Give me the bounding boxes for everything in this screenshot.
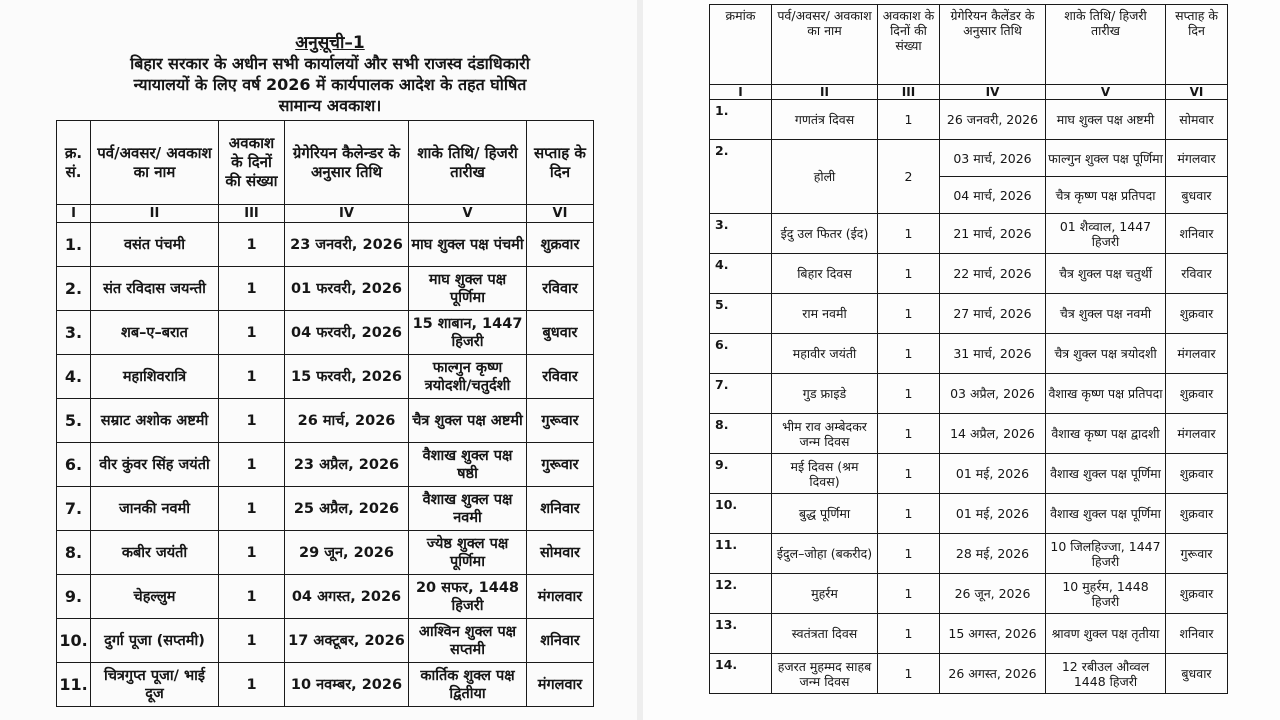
gregorian-date-cell: 15 फरवरी, 2026 <box>285 355 409 399</box>
gregorian-date-cell: 15 अगस्त, 2026 <box>940 614 1046 654</box>
roman-numeral-cell: IV <box>285 205 409 223</box>
gregorian-date-cell: 26 अगस्त, 2026 <box>940 654 1046 694</box>
holiday-name-cell: बिहार दिवस <box>772 254 878 294</box>
holiday-name-cell: कबीर जयंती <box>91 531 219 575</box>
serial-number-cell: 11. <box>57 663 91 707</box>
shake-hijri-date-cell: फाल्गुन कृष्ण त्रयोदशी/चतुर्दशी <box>409 355 527 399</box>
table-row <box>710 140 1228 177</box>
table-row <box>57 619 594 663</box>
gregorian-date-cell: 22 मार्च, 2026 <box>940 254 1046 294</box>
holiday-days-cell: 1 <box>878 654 940 694</box>
heading-line: बिहार सरकार के अधीन सभी कार्यालयों और सभी राजस्व दंडाधिकारी <box>130 54 530 73</box>
weekday-cell: मंगलवार <box>1166 334 1228 374</box>
table-row <box>710 654 1228 694</box>
holiday-name-cell: होली <box>772 140 878 214</box>
holiday-days-cell: 1 <box>219 223 285 267</box>
weekday-cell: गुरूवार <box>1166 534 1228 574</box>
shake-hijri-date-cell: 12 रबीउल औव्वल 1448 हिजरी <box>1046 654 1166 694</box>
holiday-name-cell: चेहल्लुम <box>91 575 219 619</box>
serial-number-cell: 8. <box>710 414 772 454</box>
gregorian-date-cell: 21 मार्च, 2026 <box>940 214 1046 254</box>
holiday-days-cell: 1 <box>219 355 285 399</box>
header-cell: सप्ताह के दिन <box>527 121 594 205</box>
gregorian-date-cell: 31 मार्च, 2026 <box>940 334 1046 374</box>
roman-numeral-cell: II <box>91 205 219 223</box>
header-cell: अवकाश के दिनों की संख्या <box>219 121 285 205</box>
serial-number-cell: 10. <box>710 494 772 534</box>
holiday-days-cell: 1 <box>878 414 940 454</box>
weekday-cell: मंगलवार <box>1166 140 1228 177</box>
table-row <box>710 534 1228 574</box>
gregorian-date-cell: 04 अगस्त, 2026 <box>285 575 409 619</box>
holiday-days-cell: 1 <box>219 663 285 707</box>
table-row <box>710 100 1228 140</box>
weekday-cell: शुक्रवार <box>527 223 594 267</box>
serial-number-cell: 5. <box>710 294 772 334</box>
holiday-name-cell: स्वतंत्रता दिवस <box>772 614 878 654</box>
shake-hijri-date-cell: 10 जिलहिज्जा, 1447 हिजरी <box>1046 534 1166 574</box>
table-row <box>57 223 594 267</box>
holiday-name-cell: सम्राट अशोक अष्टमी <box>91 399 219 443</box>
weekday-cell: मंगलवार <box>527 575 594 619</box>
holiday-name-cell: ईदु उल फितर (ईद) <box>772 214 878 254</box>
table-row <box>57 443 594 487</box>
shake-hijri-date-cell: चैत्र शुक्ल पक्ष त्रयोदशी <box>1046 334 1166 374</box>
holiday-name-cell: दुर्गा पूजा (सप्तमी) <box>91 619 219 663</box>
weekday-cell: मंगलवार <box>527 663 594 707</box>
holiday-days-cell: 1 <box>219 619 285 663</box>
holiday-name-cell: शब–ए–बरात <box>91 311 219 355</box>
serial-number-cell: 3. <box>57 311 91 355</box>
serial-number-cell: 10. <box>57 619 91 663</box>
table-row <box>57 355 594 399</box>
header-cell: पर्व/अवसर/ अवकाश का नाम <box>91 121 219 205</box>
shake-hijri-date-cell: वैशाख शुक्ल पक्ष नवमी <box>409 487 527 531</box>
table-row <box>57 399 594 443</box>
serial-number-cell: 6. <box>710 334 772 374</box>
shake-hijri-date-cell: वैशाख कृष्ण पक्ष द्वादशी <box>1046 414 1166 454</box>
holiday-name-cell: मई दिवस (श्रम दिवस) <box>772 454 878 494</box>
holiday-days-cell: 1 <box>878 374 940 414</box>
weekday-cell: बुधवार <box>1166 654 1228 694</box>
holiday-days-cell: 1 <box>878 454 940 494</box>
roman-numeral-cell: I <box>710 85 772 100</box>
table-row <box>710 574 1228 614</box>
gregorian-date-cell: 04 फरवरी, 2026 <box>285 311 409 355</box>
holiday-days-cell: 1 <box>878 334 940 374</box>
weekday-cell: सोमवार <box>527 531 594 575</box>
holiday-name-cell: जानकी नवमी <box>91 487 219 531</box>
roman-numeral-cell: VI <box>527 205 594 223</box>
shake-hijri-date-cell: 15 शाबान, 1447 हिजरी <box>409 311 527 355</box>
table-row <box>57 311 594 355</box>
table-row <box>710 254 1228 294</box>
holiday-days-cell: 1 <box>219 267 285 311</box>
table-row <box>710 374 1228 414</box>
shake-hijri-date-cell: ज्येष्ठ शुक्ल पक्ष पूर्णिमा <box>409 531 527 575</box>
roman-numeral-cell: V <box>1046 85 1166 100</box>
gregorian-date-cell: 17 अक्टूबर, 2026 <box>285 619 409 663</box>
table-row <box>710 454 1228 494</box>
serial-number-cell: 11. <box>710 534 772 574</box>
serial-number-cell: 4. <box>710 254 772 294</box>
shake-hijri-date-cell: चैत्र कृष्ण पक्ष प्रतिपदा <box>1046 177 1166 214</box>
table-row <box>57 487 594 531</box>
weekday-cell: गुरूवार <box>527 443 594 487</box>
holiday-name-cell: वीर कुंवर सिंह जयंती <box>91 443 219 487</box>
schedule-title: अनुसूची–1 <box>295 33 365 53</box>
serial-number-cell: 5. <box>57 399 91 443</box>
header-cell: पर्व/अवसर/ अवकाश का नाम <box>772 5 878 85</box>
holiday-days-cell: 1 <box>878 214 940 254</box>
header-cell: ग्रेगेरियन कैलेन्डर के अनुसार तिथि <box>285 121 409 205</box>
right-document-page <box>643 0 1280 720</box>
holiday-days-cell: 1 <box>219 399 285 443</box>
holiday-days-cell: 2 <box>878 140 940 214</box>
gregorian-date-cell: 25 अप्रैल, 2026 <box>285 487 409 531</box>
roman-numeral-cell: IV <box>940 85 1046 100</box>
shake-hijri-date-cell: वैशाख शुक्ल पक्ष पूर्णिमा <box>1046 494 1166 534</box>
roman-numeral-cell: III <box>219 205 285 223</box>
holiday-days-cell: 1 <box>878 574 940 614</box>
shake-hijri-date-cell: फाल्गुन शुक्ल पक्ष पूर्णिमा <box>1046 140 1166 177</box>
weekday-cell: शुक्रवार <box>1166 294 1228 334</box>
gregorian-date-cell: 01 फरवरी, 2026 <box>285 267 409 311</box>
weekday-cell: रविवार <box>527 267 594 311</box>
shake-hijri-date-cell: वैशाख शुक्ल पक्ष षष्ठी <box>409 443 527 487</box>
shake-hijri-date-cell: माघ शुक्ल पक्ष अष्टमी <box>1046 100 1166 140</box>
shake-hijri-date-cell: माघ शुक्ल पक्ष पूर्णिमा <box>409 267 527 311</box>
table-row <box>710 494 1228 534</box>
roman-numeral-cell: II <box>772 85 878 100</box>
serial-number-cell: 12. <box>710 574 772 614</box>
gregorian-date-cell: 01 मई, 2026 <box>940 494 1046 534</box>
shake-hijri-date-cell: माघ शुक्ल पक्ष पंचमी <box>409 223 527 267</box>
holiday-days-cell: 1 <box>878 614 940 654</box>
holiday-name-cell: महाशिवरात्रि <box>91 355 219 399</box>
weekday-cell: शनिवार <box>1166 214 1228 254</box>
weekday-cell: रविवार <box>1166 254 1228 294</box>
table-row <box>57 663 594 707</box>
serial-number-cell: 3. <box>710 214 772 254</box>
weekday-cell: शनिवार <box>527 487 594 531</box>
weekday-cell: गुरूवार <box>527 399 594 443</box>
shake-hijri-date-cell: वैशाख शुक्ल पक्ष पूर्णिमा <box>1046 454 1166 494</box>
serial-number-cell: 1. <box>710 100 772 140</box>
shake-hijri-date-cell: चैत्र शुक्ल पक्ष नवमी <box>1046 294 1166 334</box>
serial-number-cell: 7. <box>710 374 772 414</box>
holiday-name-cell: हजरत मुहम्मद साहब जन्म दिवस <box>772 654 878 694</box>
gregorian-date-cell: 10 नवम्बर, 2026 <box>285 663 409 707</box>
document-heading <box>60 30 600 116</box>
holiday-days-cell: 1 <box>219 487 285 531</box>
gregorian-date-cell: 23 अप्रैल, 2026 <box>285 443 409 487</box>
weekday-cell: सोमवार <box>1166 100 1228 140</box>
weekday-cell: शुक्रवार <box>1166 374 1228 414</box>
roman-numeral-cell: III <box>878 85 940 100</box>
weekday-cell: शुक्रवार <box>1166 454 1228 494</box>
holiday-days-cell: 1 <box>219 531 285 575</box>
left-holiday-table <box>56 120 594 707</box>
header-cell: क्रमांक <box>710 5 772 85</box>
table-row <box>710 334 1228 374</box>
gregorian-date-cell: 04 मार्च, 2026 <box>940 177 1046 214</box>
shake-hijri-date-cell: चैत्र शुक्ल पक्ष चतुर्थी <box>1046 254 1166 294</box>
holiday-name-cell: गणतंत्र दिवस <box>772 100 878 140</box>
gregorian-date-cell: 14 अप्रैल, 2026 <box>940 414 1046 454</box>
serial-number-cell: 7. <box>57 487 91 531</box>
table-row <box>57 575 594 619</box>
holiday-name-cell: बुद्ध पूर्णिमा <box>772 494 878 534</box>
serial-number-cell: 2. <box>57 267 91 311</box>
header-cell: ग्रेगेरियन कैलेंडर के अनुसार तिथि <box>940 5 1046 85</box>
table-row <box>710 294 1228 334</box>
serial-number-cell: 2. <box>710 140 772 214</box>
gregorian-date-cell: 26 जनवरी, 2026 <box>940 100 1046 140</box>
table-row <box>57 531 594 575</box>
weekday-cell: बुधवार <box>527 311 594 355</box>
holiday-name-cell: राम नवमी <box>772 294 878 334</box>
holiday-name-cell: मुहर्रम <box>772 574 878 614</box>
shake-hijri-date-cell: श्रावण शुक्ल पक्ष तृतीया <box>1046 614 1166 654</box>
gregorian-date-cell: 26 जून, 2026 <box>940 574 1046 614</box>
serial-number-cell: 6. <box>57 443 91 487</box>
holiday-name-cell: गुड फ्राइडे <box>772 374 878 414</box>
weekday-cell: रविवार <box>527 355 594 399</box>
shake-hijri-date-cell: वैशाख कृष्ण पक्ष प्रतिपदा <box>1046 374 1166 414</box>
holiday-name-cell: वसंत पंचमी <box>91 223 219 267</box>
shake-hijri-date-cell: 10 मुहर्रम, 1448 हिजरी <box>1046 574 1166 614</box>
gregorian-date-cell: 29 जून, 2026 <box>285 531 409 575</box>
left-document-page <box>0 0 637 720</box>
weekday-cell: मंगलवार <box>1166 414 1228 454</box>
heading-line: न्यायालयों के लिए वर्ष 2026 में कार्यपालक आदेश के तहत घोषित <box>133 75 527 94</box>
roman-numeral-cell: V <box>409 205 527 223</box>
holiday-name-cell: संत रविदास जयन्ती <box>91 267 219 311</box>
serial-number-cell: 1. <box>57 223 91 267</box>
roman-numeral-cell: VI <box>1166 85 1228 100</box>
shake-hijri-date-cell: 20 सफर, 1448 हिजरी <box>409 575 527 619</box>
header-cell: सप्ताह के दिन <box>1166 5 1228 85</box>
holiday-name-cell: भीम राव अम्बेदकर जन्म दिवस <box>772 414 878 454</box>
holiday-days-cell: 1 <box>219 443 285 487</box>
weekday-cell: बुधवार <box>1166 177 1228 214</box>
shake-hijri-date-cell: चैत्र शुक्ल पक्ष अष्टमी <box>409 399 527 443</box>
gregorian-date-cell: 01 मई, 2026 <box>940 454 1046 494</box>
shake-hijri-date-cell: 01 शैव्वाल, 1447 हिजरी <box>1046 214 1166 254</box>
serial-number-cell: 8. <box>57 531 91 575</box>
serial-number-cell: 13. <box>710 614 772 654</box>
holiday-days-cell: 1 <box>878 100 940 140</box>
table-row <box>710 214 1228 254</box>
table-row <box>710 414 1228 454</box>
table-row <box>57 267 594 311</box>
weekday-cell: शुक्रवार <box>1166 494 1228 534</box>
heading-line: सामान्य अवकाश। <box>278 96 382 115</box>
weekday-cell: शनिवार <box>1166 614 1228 654</box>
right-holiday-table <box>709 4 1228 694</box>
serial-number-cell: 9. <box>57 575 91 619</box>
gregorian-date-cell: 03 मार्च, 2026 <box>940 140 1046 177</box>
holiday-days-cell: 1 <box>878 254 940 294</box>
holiday-days-cell: 1 <box>878 494 940 534</box>
gregorian-date-cell: 03 अप्रैल, 2026 <box>940 374 1046 414</box>
holiday-name-cell: ईदुल–जोहा (बकरीद) <box>772 534 878 574</box>
holiday-name-cell: चित्रगुप्त पूजा/ भाई दूज <box>91 663 219 707</box>
gregorian-date-cell: 23 जनवरी, 2026 <box>285 223 409 267</box>
gregorian-date-cell: 28 मई, 2026 <box>940 534 1046 574</box>
header-cell: शाके तिथि/ हिजरी तारीख <box>409 121 527 205</box>
shake-hijri-date-cell: कार्तिक शुक्ल पक्ष द्वितीया <box>409 663 527 707</box>
weekday-cell: शुक्रवार <box>1166 574 1228 614</box>
shake-hijri-date-cell: आश्विन शुक्ल पक्ष सप्तमी <box>409 619 527 663</box>
header-cell: अवकाश के दिनों की संख्या <box>878 5 940 85</box>
holiday-name-cell: महावीर जयंती <box>772 334 878 374</box>
serial-number-cell: 4. <box>57 355 91 399</box>
weekday-cell: शनिवार <box>527 619 594 663</box>
roman-numeral-cell: I <box>57 205 91 223</box>
header-cell: शाके तिथि/ हिजरी तारीख <box>1046 5 1166 85</box>
holiday-days-cell: 1 <box>219 311 285 355</box>
gregorian-date-cell: 27 मार्च, 2026 <box>940 294 1046 334</box>
serial-number-cell: 9. <box>710 454 772 494</box>
holiday-days-cell: 1 <box>878 294 940 334</box>
table-row <box>710 614 1228 654</box>
serial-number-cell: 14. <box>710 654 772 694</box>
header-cell: क्र. सं. <box>57 121 91 205</box>
holiday-days-cell: 1 <box>878 534 940 574</box>
holiday-days-cell: 1 <box>219 575 285 619</box>
gregorian-date-cell: 26 मार्च, 2026 <box>285 399 409 443</box>
